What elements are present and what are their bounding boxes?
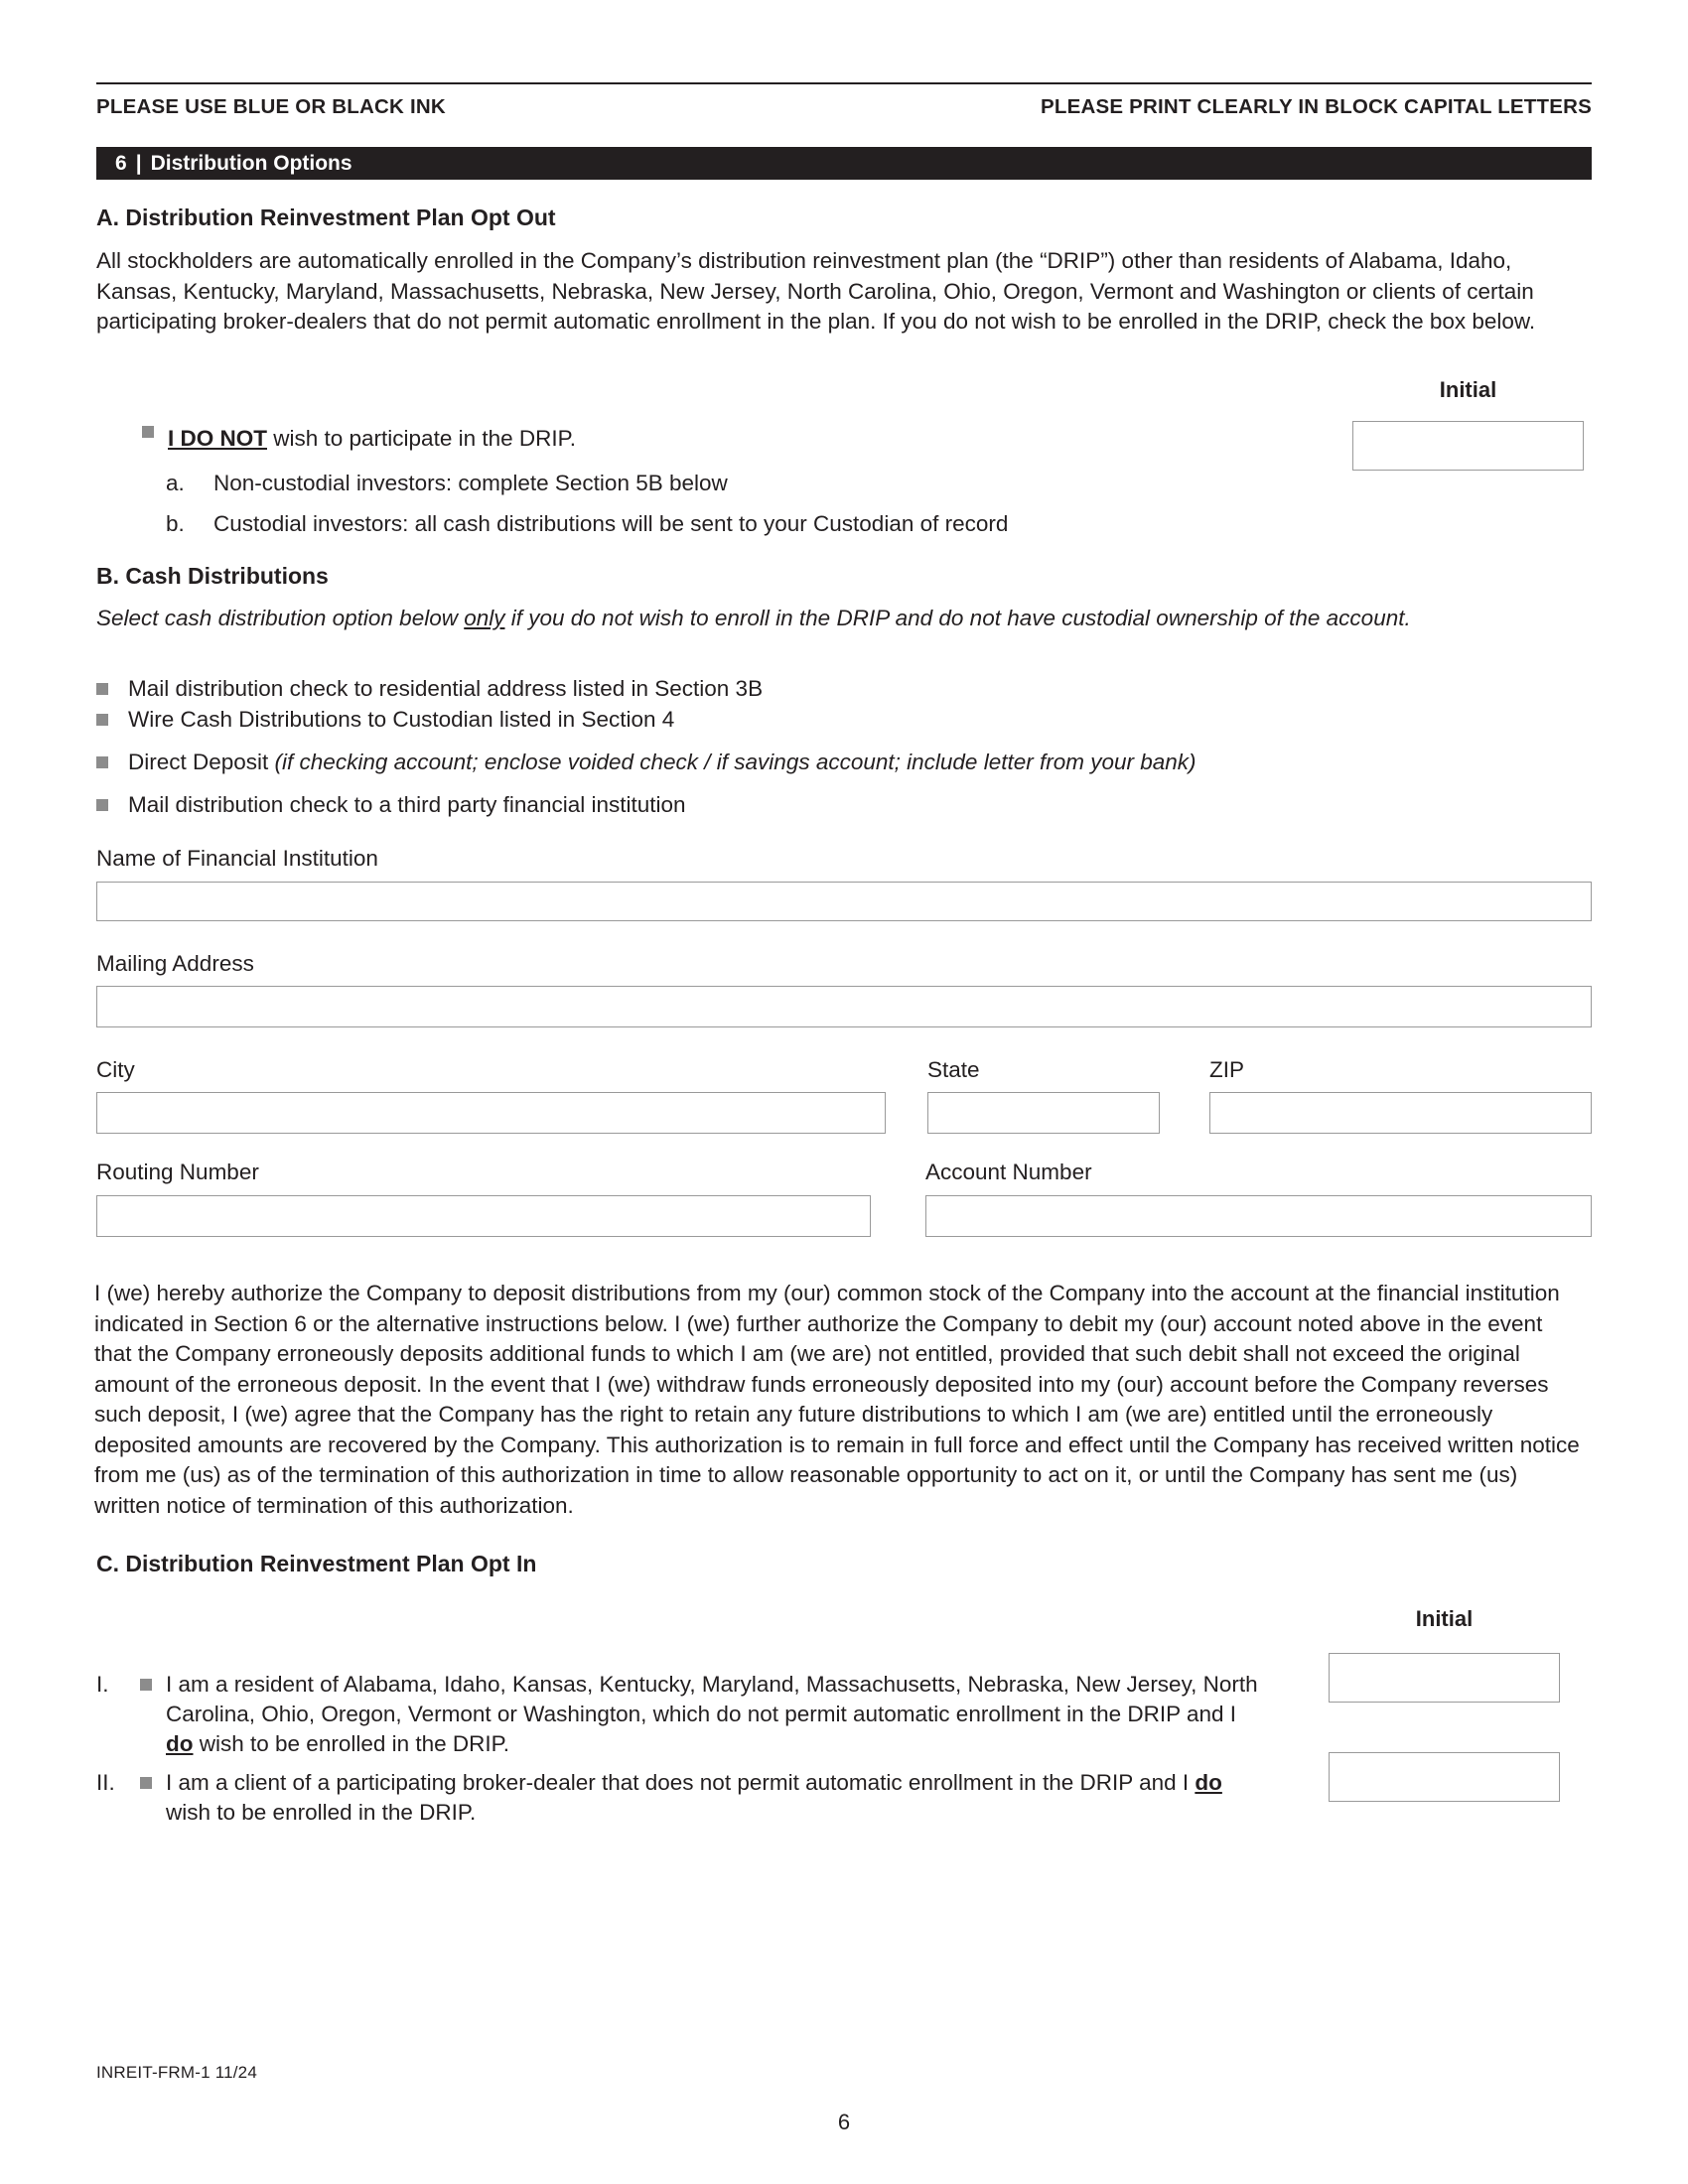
optout-emphasis: I DO NOT (168, 426, 267, 451)
section-c-item-2-part1: I am a client of a participating broker-dealer that does not permit automatic enrollment in the DRIP and I (166, 1770, 1196, 1795)
routing-number-label: Routing Number (96, 1160, 259, 1184)
footer-page-number: 6 (837, 2110, 851, 2134)
section-c-item-1-part2: wish to be enrolled in the DRIP. (193, 1731, 510, 1756)
subitem-b-marker: b. (166, 511, 185, 536)
header-divider (96, 82, 1592, 84)
header-left-notice: PLEASE USE BLUE OR BLACK INK (96, 95, 446, 118)
section-c-item-1-initial-box[interactable] (1329, 1653, 1560, 1703)
cash-option-row-4[interactable] (96, 792, 1486, 818)
section-c-item-1-numeral: I. (96, 1672, 109, 1697)
section-b-intro-part2: if you do not wish to enroll in the DRIP and do not have custodial ownership of the account. (504, 606, 1411, 630)
header-right-notice: PLEASE PRINT CLEARLY IN BLOCK CAPITAL LETTERS (1041, 95, 1592, 118)
section-b-intro-only: only (464, 606, 505, 630)
section-a-initial-label: Initial (1439, 377, 1497, 402)
financial-institution-value (97, 883, 1591, 890)
optout-statement (168, 426, 576, 452)
account-number-input[interactable] (925, 1195, 1592, 1237)
mailing-address-value (97, 987, 1591, 995)
footer-form-id: INREIT-FRM-1 11/24 (96, 2063, 257, 2082)
section-c-item-1-emphasis: do (166, 1731, 194, 1756)
section-c-item-1-part1: I am a resident of Alabama, Idaho, Kansas, Kentucky, Maryland, Massachusetts, Nebraska, New Jersey, North Carolina, Ohio, Oregon, Vermont or Washington, which do not permit automatic enrollment in the DRIP and I (166, 1672, 1258, 1726)
section-a-subitem-a (166, 471, 1308, 496)
city-input[interactable] (96, 1092, 886, 1134)
subitem-a-text: Non-custodial investors: complete Section 5B below (213, 471, 728, 495)
section-c-item-2-initial-box[interactable] (1329, 1752, 1560, 1802)
section-separator: | (135, 151, 142, 175)
section-number: 6 (115, 151, 127, 175)
cash-option-label-2: Wire Cash Distributions to Custodian listed in Section 4 (128, 707, 675, 732)
cash-option-row-2[interactable] (96, 707, 1486, 733)
subitem-a-marker: a. (166, 471, 185, 495)
section-c-item-2-text (166, 1768, 1268, 1828)
city-value (97, 1093, 885, 1101)
cash-option-row-3[interactable] (96, 750, 1486, 775)
checkbox-square-icon[interactable] (96, 799, 108, 811)
checkbox-square-icon[interactable] (96, 714, 108, 726)
cash-option-label-3 (128, 750, 1196, 775)
cash-option-row-1[interactable] (96, 676, 1486, 702)
section-c-item-2-emphasis: do (1195, 1770, 1222, 1795)
state-input[interactable] (927, 1092, 1160, 1134)
city-label: City (96, 1057, 135, 1082)
routing-number-value (97, 1196, 870, 1204)
account-number-label: Account Number (925, 1160, 1092, 1184)
routing-number-input[interactable] (96, 1195, 871, 1237)
optout-statement-rest: wish to participate in the DRIP. (267, 426, 576, 451)
section-b-intro (96, 604, 1546, 634)
account-number-value (926, 1196, 1591, 1204)
zip-input[interactable] (1209, 1092, 1592, 1134)
checkbox-square-icon[interactable] (140, 1679, 152, 1691)
cash-option-label-3-main: Direct Deposit (128, 750, 275, 774)
checkbox-square-icon[interactable] (96, 756, 108, 768)
section-a-subitem-b (166, 511, 1308, 537)
cash-option-label-3-note: (if checking account; enclose voided check / if savings account; include letter from your bank) (274, 750, 1196, 774)
cash-option-label-1: Mail distribution check to residential address listed in Section 3B (128, 676, 764, 701)
section-c-item-2[interactable] (96, 1768, 1268, 1828)
section-c-initial-label: Initial (1415, 1606, 1474, 1631)
section-title: Distribution Options (150, 151, 352, 175)
state-value (928, 1093, 1159, 1101)
state-label: State (927, 1057, 980, 1082)
section-a-initial-box[interactable] (1352, 421, 1584, 471)
checkbox-square-icon[interactable] (96, 683, 108, 695)
checkbox-square-icon[interactable] (140, 1777, 152, 1789)
section-c-item-2-part2: wish to be enrolled in the DRIP. (166, 1800, 477, 1825)
subitem-b-text: Custodial investors: all cash distributions will be sent to your Custodian of record (213, 511, 1009, 536)
section-c-item-2-numeral: II. (96, 1770, 115, 1795)
cash-option-label-4: Mail distribution check to a third party financial institution (128, 792, 686, 817)
section-c-item-1[interactable] (96, 1670, 1268, 1759)
section-c-heading: C. Distribution Reinvestment Plan Opt In (96, 1551, 537, 1576)
direct-deposit-authorization-text: I (we) hereby authorize the Company to deposit distributions from my (our) common stock of the Company into the account at the financial institution indicated in Section 6 or the alternative instructions below. I (we) further authorize the Company to debit my (our) account noted above in the event that the Company erroneously deposits additional funds to which I am (we are) not entitled, provided that such debit shall not exceed the original amount of the erroneous deposit. In the event that I (we) withdraw funds erroneously deposited into my (our) account before the Company reverses such deposit, I (we) agree that the Company has the right to retain any future distributions to which I am (we are) entitled until the erroneously deposited amounts are recovered by the Company. This authorization is to remain in full force and effect until the Company has received written notice from me (us) as of the termination of this authorization in time to allow reasonable opportunity to act on it, or until the Company has sent me (us) written notice of termination of this authorization. (94, 1281, 1580, 1518)
header-notices (96, 95, 1592, 119)
optout-checkbox-row[interactable] (142, 426, 1284, 452)
section-title-bar (96, 147, 1592, 180)
section-c-item-1-text (166, 1670, 1268, 1759)
mailing-address-label: Mailing Address (96, 951, 254, 976)
section-a-paragraph: All stockholders are automatically enrolled in the Company’s distribution reinvestment plan (the “DRIP”) other than residents of Alabama, Idaho, Kansas, Kentucky, Maryland, Massachusetts, Nebraska, New Jersey, North Carolina, Ohio, Oregon, Vermont and Washington or clients of certain participating broker-dealers that do not permit automatic enrollment in the plan. If you do not wish to be enrolled in the DRIP, check the box below. (96, 248, 1536, 334)
zip-label: ZIP (1209, 1057, 1245, 1082)
section-a-heading: A. Distribution Reinvestment Plan Opt Out (96, 205, 556, 230)
financial-institution-input[interactable] (96, 882, 1592, 921)
section-b-heading: B. Cash Distributions (96, 563, 329, 589)
section-b-intro-part1: Select cash distribution option below (96, 606, 465, 630)
zip-value (1210, 1093, 1591, 1101)
checkbox-square-icon[interactable] (142, 426, 154, 438)
financial-institution-label: Name of Financial Institution (96, 846, 378, 871)
mailing-address-input[interactable] (96, 986, 1592, 1027)
